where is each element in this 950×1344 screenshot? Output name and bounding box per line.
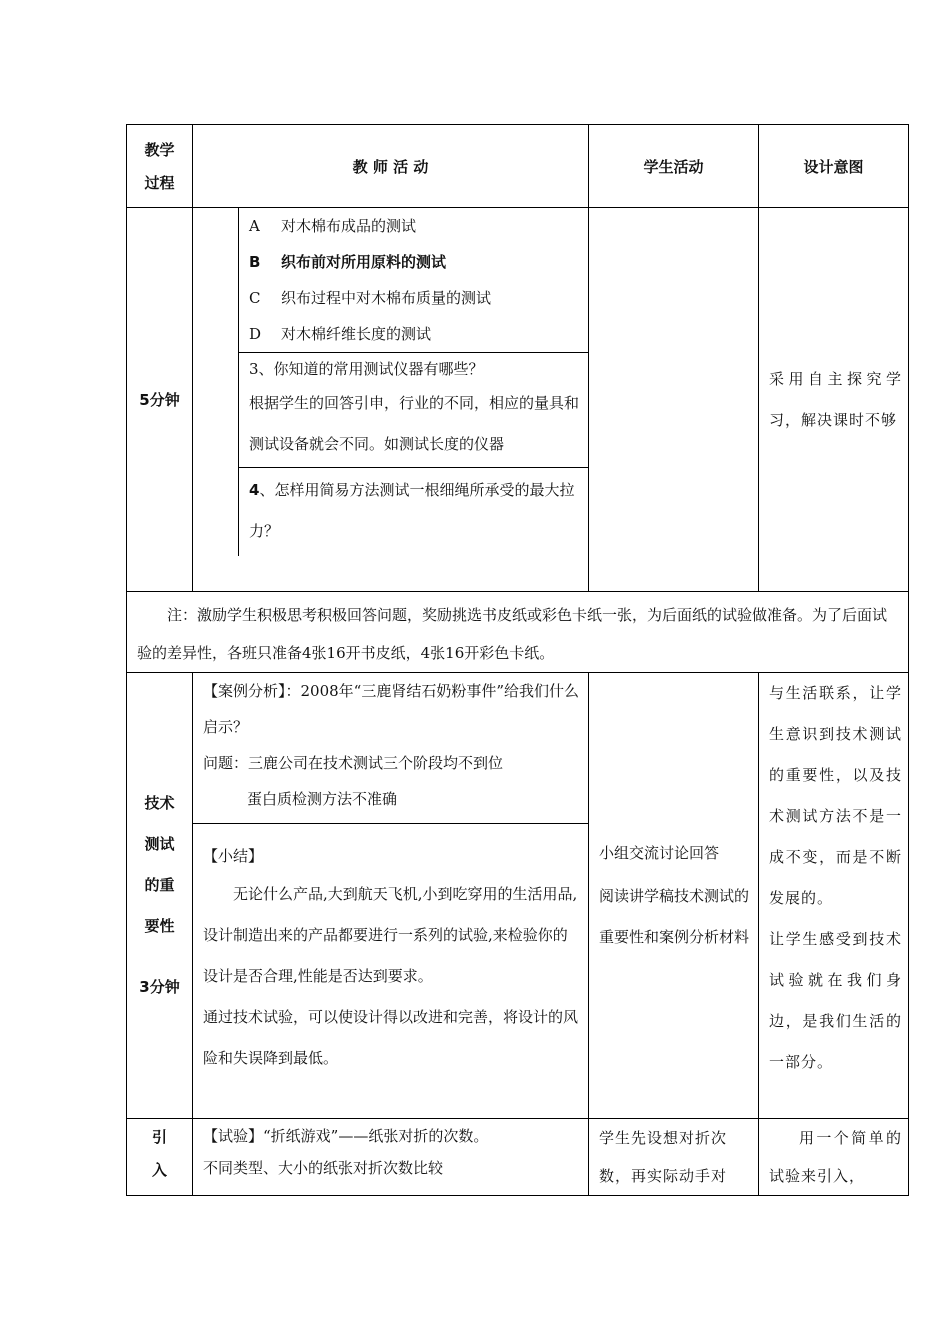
option-item xyxy=(239,316,588,352)
summary-block xyxy=(193,824,588,1079)
note-cell xyxy=(127,592,909,673)
option-text: 织布过程中对木棉布质量的测试 xyxy=(281,289,492,307)
case-block xyxy=(193,673,588,824)
q4-number: 4 xyxy=(249,481,260,499)
lesson-plan-page xyxy=(126,124,908,1196)
design-text-3: 用一个简单的试验来引入， xyxy=(769,1129,902,1185)
design-cell-1 xyxy=(759,208,909,592)
row-intro xyxy=(127,1119,909,1196)
header-teacher: 教 师 活 动 xyxy=(193,125,589,208)
student-text-2: 阅读讲学稿技术测试的重要性和案例分析材料 xyxy=(599,887,750,946)
q3-body: 根据学生的回答引申，行业的不同，相应的量具和测试设备就会不同。如测试长度的仪器 xyxy=(249,394,580,453)
student-cell-2 xyxy=(589,673,759,1119)
student-text-3: 学生先设想对折次数，再实际动手对 xyxy=(599,1129,728,1185)
summary-body: 无论什么产品,大到航天飞机,小到吃穿用的生活用品,设计制造出来的产品都要进行一系列的试验,来检验你的设计是否合理,性能是否达到要求。 xyxy=(203,885,578,985)
case-title: 【案例分析】：2008年“三鹿肾结石奶粉事件”给我们什么启示？ xyxy=(203,682,580,736)
design-1: 采用自主探究学习，解决课时不够 xyxy=(769,369,902,429)
option-list xyxy=(239,208,588,352)
design-text-2: 让学生感受到技术试验就在我们身边，是我们生活的一部分。 xyxy=(769,930,902,1071)
row-5min xyxy=(127,208,909,592)
summary-body-2: 通过技术试验，可以使设计得以改进和完善，将设计的风险和失误降到最低。 xyxy=(203,1008,579,1067)
q3-block xyxy=(239,352,588,468)
q3-title: 3、你知道的常用测试仪器有哪些？ xyxy=(249,360,484,378)
row-importance xyxy=(127,673,909,1119)
header-row xyxy=(127,125,909,208)
student-text-1: 小组交流讨论回答 xyxy=(599,844,720,862)
option-item xyxy=(239,280,588,316)
header-design: 设计意图 xyxy=(759,125,909,208)
case-question: 问题：三鹿公司在技术测试三个阶段均不到位 xyxy=(203,754,504,772)
teacher-cell-1 xyxy=(193,208,589,592)
case-question-2: 蛋白质检测方法不准确 xyxy=(247,790,398,808)
teacher-inner-1 xyxy=(238,208,588,556)
design-cell-2 xyxy=(759,673,909,1119)
q4-body: 、怎样用简易方法测试一根细绳所承受的最大拉力？ xyxy=(249,481,575,540)
note-text: 注：激励学生积极思考积极回答问题，奖励挑选书皮纸或彩色卡纸一张，为后面纸的试验做准备。为了后面试验的差异性，各班只准备4张16开书皮纸，4张16开彩色卡纸。 xyxy=(137,606,888,662)
design-cell-3 xyxy=(759,1119,909,1196)
option-letter: B xyxy=(249,253,261,271)
stage-intro xyxy=(127,1119,193,1196)
design-text-1: 与生活联系，让学生意识到技术测试的重要性，以及技术测试方法不是一成不变，而是不断发展的。 xyxy=(769,684,902,907)
stage-line: 入 xyxy=(151,1161,167,1179)
option-item xyxy=(239,244,588,280)
option-text: 织布前对所用原料的测试 xyxy=(281,253,447,271)
stage-line: 引 xyxy=(151,1128,167,1146)
lesson-plan-table xyxy=(126,124,909,1196)
stage-importance-time: 3分钟 xyxy=(139,978,180,996)
stage-importance xyxy=(127,673,193,1119)
experiment-body: 不同类型、大小的纸张对折次数比较 xyxy=(203,1159,444,1177)
student-cell-1 xyxy=(589,208,759,592)
stage-intro-lines xyxy=(127,1119,192,1187)
stage-5min: 5分钟 xyxy=(127,208,193,592)
teacher-cell-3 xyxy=(193,1119,589,1196)
header-process: 教学过程 xyxy=(127,125,193,208)
note-row xyxy=(127,592,909,673)
option-letter: A xyxy=(249,217,260,235)
stage-line: 要性 xyxy=(144,917,175,935)
stage-line: 测试 xyxy=(144,835,175,853)
option-text: 对木棉布成品的测试 xyxy=(281,217,417,235)
student-cell-3 xyxy=(589,1119,759,1196)
header-student: 学生活动 xyxy=(589,125,759,208)
q4-block xyxy=(239,468,588,556)
option-item xyxy=(239,208,588,244)
stage-line: 技术 xyxy=(144,794,175,812)
teacher-cell-2 xyxy=(193,673,589,1119)
option-letter: C xyxy=(249,289,261,307)
option-text: 对木棉纤维长度的测试 xyxy=(281,325,432,343)
experiment-title: 【试验】“折纸游戏”——纸张对折的次数。 xyxy=(203,1127,489,1145)
stage-importance-lines xyxy=(127,783,192,947)
summary-title: 【小结】 xyxy=(203,847,264,865)
stage-line: 的重 xyxy=(144,876,175,894)
option-letter: D xyxy=(249,325,262,343)
